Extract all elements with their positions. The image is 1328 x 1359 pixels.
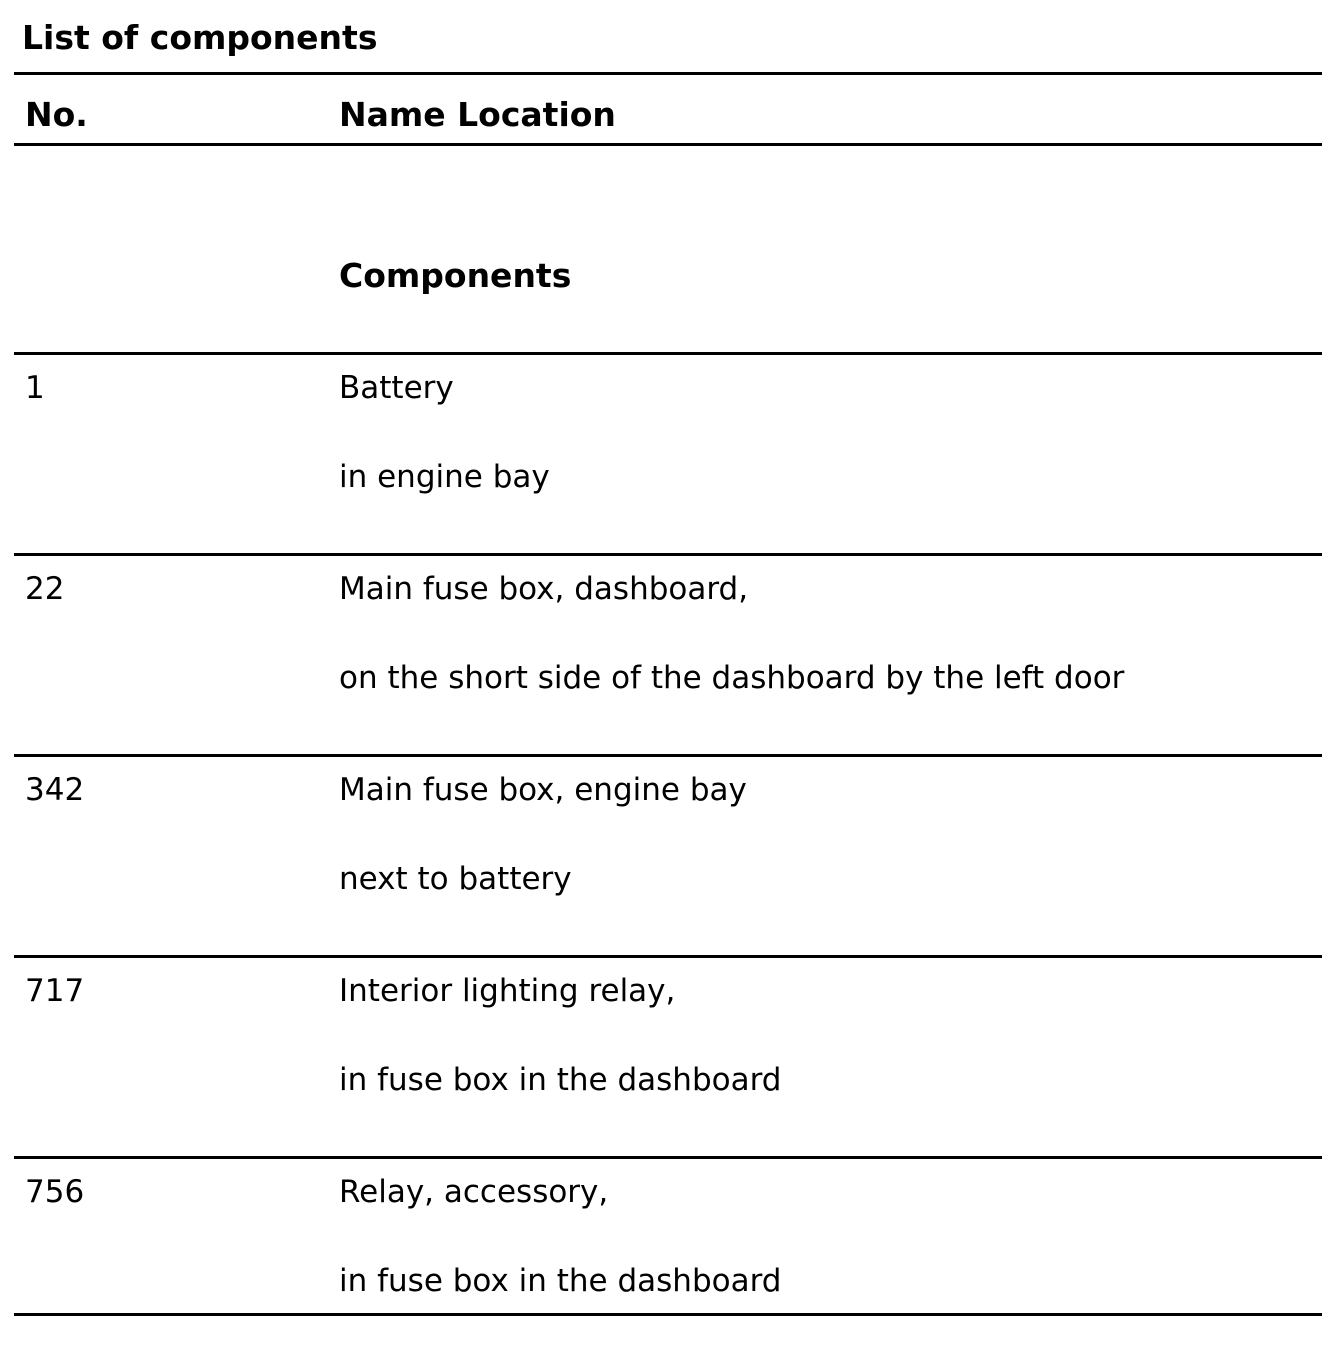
- table-row: [0, 757, 1328, 957]
- component-name: Relay, accessory,: [339, 1174, 609, 1210]
- document-title: List of components: [22, 18, 378, 57]
- component-number: 756: [25, 1174, 85, 1210]
- header-bottom-rule: [14, 143, 1322, 146]
- component-name: Battery: [339, 370, 454, 406]
- component-number: 342: [25, 772, 85, 808]
- column-header-name-location: Name Location: [339, 95, 616, 134]
- table-row: [0, 556, 1328, 756]
- component-name: Main fuse box, dashboard,: [339, 571, 749, 607]
- component-number: 1: [25, 370, 45, 406]
- section-heading-components: Components: [339, 256, 572, 295]
- table-row: [0, 1159, 1328, 1359]
- component-name: Main fuse box, engine bay: [339, 772, 747, 808]
- component-location: in engine bay: [339, 459, 550, 495]
- component-location: next to battery: [339, 861, 572, 897]
- column-header-no: No.: [25, 95, 88, 134]
- component-location: in fuse box in the dashboard: [339, 1263, 782, 1299]
- table-row: [0, 958, 1328, 1158]
- component-location: on the short side of the dashboard by the left door: [339, 660, 1125, 696]
- component-number: 717: [25, 973, 85, 1009]
- component-name: Interior lighting relay,: [339, 973, 676, 1009]
- component-number: 22: [25, 571, 65, 607]
- table-row: [0, 355, 1328, 555]
- table-bottom-rule: [14, 1313, 1322, 1316]
- header-top-rule: [14, 72, 1322, 75]
- component-location: in fuse box in the dashboard: [339, 1062, 782, 1098]
